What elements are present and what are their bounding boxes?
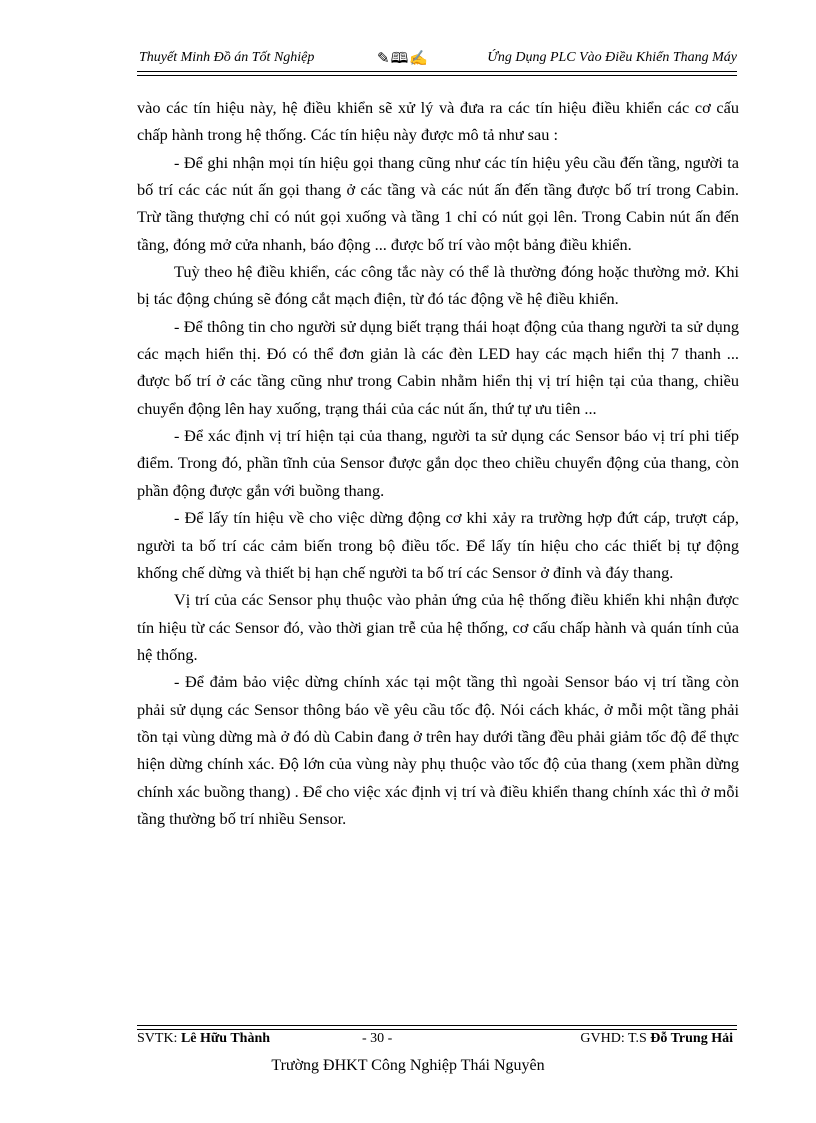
paragraph-7: Vị trí của các Sensor phụ thuộc vào phản ứng của hệ thống điều khiển khi nhận được tín hiệu từ các Sensor đó, vào thời gian trễ của hệ thống, cơ cấu chấp hành và quán tính của hệ thống.	[137, 590, 739, 664]
paragraph-5: - Để xác định vị trí hiện tại của thang, người ta sử dụng các Sensor báo vị trí phi tiếp điểm. Trong đó, phần tĩnh của Sensor được gắn dọc theo chiều chuyển động của thang, còn phần động được gắn với buồng thang.	[137, 426, 739, 500]
page-header	[137, 48, 737, 70]
school-name: Trường ĐHKT Công Nghiệp Thái Nguyên	[271, 1057, 545, 1074]
header-ornament-icon: ✎🕮✍	[377, 51, 429, 67]
header-rule	[137, 71, 737, 72]
footer-student-label: SVTK:	[137, 1031, 181, 1046]
header-left-title: Thuyết Minh Đồ án Tốt Nghiệp	[139, 50, 315, 65]
footer-rule-thin	[137, 1025, 737, 1026]
page-number: - 30 -	[362, 1031, 393, 1046]
footer-student	[137, 1031, 270, 1047]
paragraph-2: - Để ghi nhận mọi tín hiệu gọi thang cũng như các tín hiệu yêu cầu đến tầng, người ta bố trí các các nút ấn gọi thang ở các tầng và các nút ấn đến tầng được bố trí trong Cabin. Trừ tầng thượng chỉ có nút gọi xuống và tầng 1 chỉ có nút gọi lên. Trong Cabin nút ấn đến tầng, đóng mở cửa nhanh, báo động ... được bố trí vào một bảng điều khiển.	[137, 152, 739, 254]
paragraph-4: - Để thông tin cho người sử dụng biết trạng thái hoạt động của thang người ta sử dụng các mạch hiển thị. Đó có thể đơn giản là các đèn LED hay các mạch hiển thị 7 thanh ... được bố trí ở các tầng cũng như trong Cabin nhằm hiển thị vị trí hiện tại của thang, chiều chuyển động lên hay xuống, trạng thái của các nút ấn, thứ tự ưu tiên ...	[137, 316, 739, 418]
footer-rule	[137, 1029, 737, 1030]
page-footer	[137, 1031, 737, 1051]
footer-student-name: Lê Hữu Thành	[180, 1031, 271, 1046]
footer-advisor	[580, 1031, 733, 1047]
footer-advisor-name: Đỗ Trung Hải	[650, 1031, 733, 1046]
header-right-title: Ứng Dụng PLC Vào Điều Khiển Thang Máy	[487, 50, 737, 65]
paragraph-1: vào các tín hiệu này, hệ điều khiển sẽ xử lý và đưa ra các tín hiệu điều khiển các cơ cấu chấp hành trong hệ thống. Các tín hiệu này được mô tả như sau :	[137, 98, 739, 145]
body-text	[137, 94, 739, 832]
paragraph-6: - Để lấy tín hiệu về cho việc dừng động cơ khi xảy ra trường hợp đứt cáp, trượt cáp, người ta bố trí các cảm biến trong bộ điều tốc. Để lấy tín hiệu cho các thiết bị tự động khống chế dừng và thiết bị hạn chế người ta bố trí các Sensor ở đỉnh và đáy thang.	[137, 508, 739, 582]
footer-advisor-label: GVHD: T.S	[580, 1031, 651, 1046]
paragraph-8: - Để đảm bảo việc dừng chính xác tại một tầng thì ngoài Sensor báo vị trí tầng còn phải sử dụng các Sensor thông báo về yêu cầu tốc độ. Nói cách khác, ở mỗi một tầng phải tồn tại vùng dừng mà ở đó dù Cabin đang ở trên hay dưới tầng đều phải giảm tốc độ để thực hiện dừng chính xác. Độ lớn của vùng này phụ thuộc vào tốc độ của thang (xem phần dừng chính xác buồng thang) . Để cho việc xác định vị trí và điều khiển thang chính xác thì ở mỗi tầng thường bố trí nhiều Sensor.	[137, 672, 739, 828]
header-rule-thin	[137, 75, 737, 76]
paragraph-3: Tuỳ theo hệ điều khiển, các công tắc này có thể là thường đóng hoặc thường mở. Khi bị tác động chúng sẽ đóng cắt mạch điện, từ đó tác động về hệ điều khiển.	[137, 262, 739, 309]
